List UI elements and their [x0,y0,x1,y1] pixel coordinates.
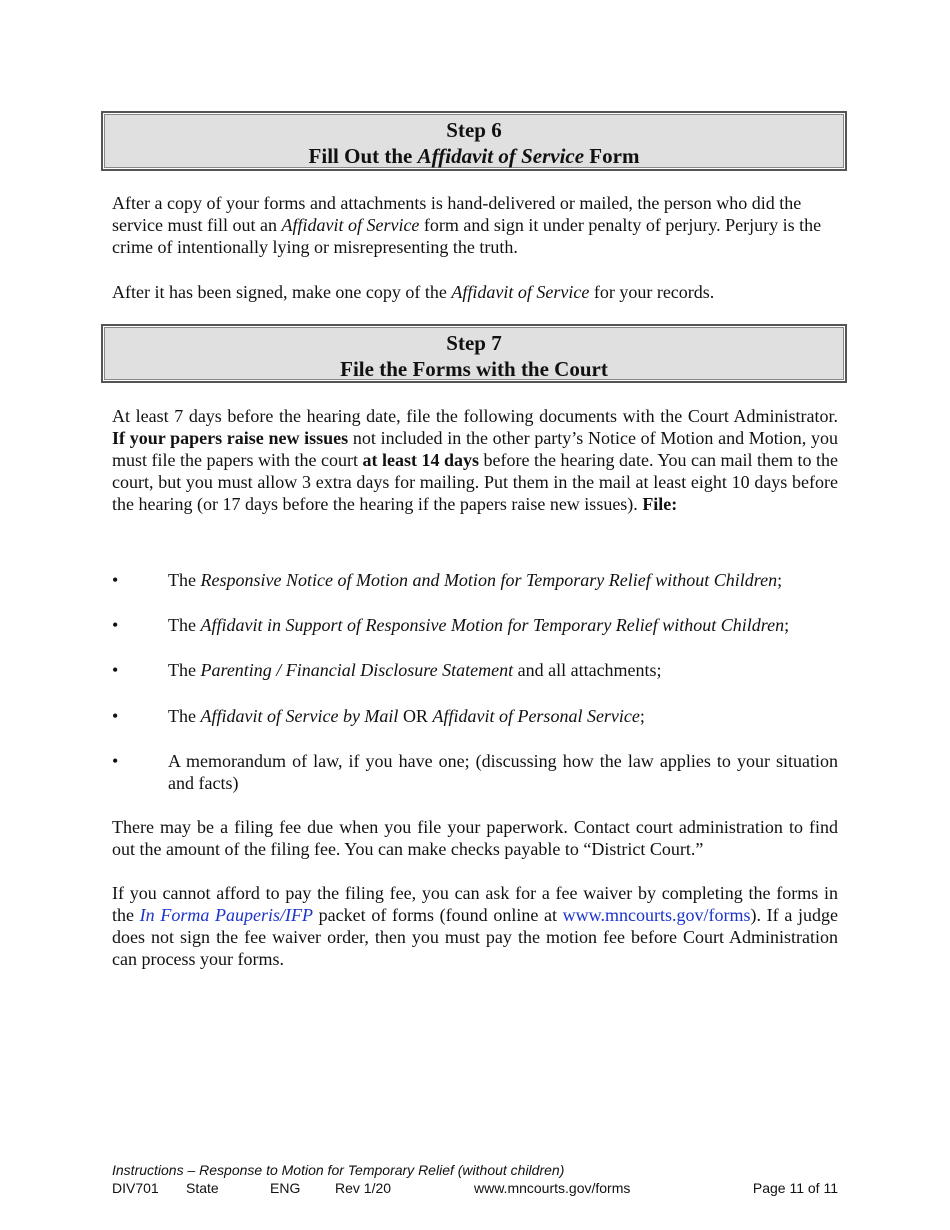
bullet-icon: • [112,570,119,590]
footer-state: State [186,1180,219,1196]
mncourts-forms-link[interactable]: www.mncourts.gov/forms [562,905,751,925]
step7-title: File the Forms with the Court [340,357,608,381]
footer-meta [112,1180,838,1197]
bullet-icon: • [112,751,119,771]
footer-form-code: DIV701 [112,1180,159,1196]
footer-url: www.mncourts.gov/forms [474,1180,631,1196]
bullet-icon: • [112,706,119,726]
step7-paragraph: At least 7 days before the hearing date, file the following documents with the Court Administrator. If your papers raise new issues not included in the other party’s Notice of Motion and Motion, you must file the papers with the court at least 14 days before the hearing date. You can mail them to the court, but you must allow 3 extra days for mailing. Put them in the mail at least eight 10 days before the hearing (or 17 days before the hearing if the papers raise new issues). File: [112,406,839,514]
footer-title: Instructions – Response to Motion for Temporary Relief (without children) [112,1162,565,1178]
footer-page-number: Page 11 of 11 [752,1180,838,1196]
step6-number: Step 6 [446,118,502,142]
footer-language: ENG [270,1180,301,1196]
fee-paragraph-2: If you cannot afford to pay the filing fee, you can ask for a fee waiver by completing the forms in the In Forma Pauperis/IFP packet of forms (found online at www.mncourts.gov/forms). If a judge does not sign the fee waiver order, then you must pay the motion fee before Court Administration can process your forms. [112,883,838,969]
step7-header [101,324,847,383]
document-page: Step 6 Fill Out the Affidavit of Service Form After a copy of your forms and attachments is hand-delivered or mailed, the person who did the service must fill out an Affidavit of Service form and sign it under penalty of perjury. Perjury is the crime of intentionally lying or misrepresenting the truth. After it has been signed, make one copy of the Affidavit of Service for your records. Step 7 File the Forms with the Court At least 7 days before the hearing date, file the following documents with the Court Administrator. If your papers raise new issues not included in the other party’s Notice of Motion and Motion, you must file the papers with the court at least 14 days before the hearing date. You can mail them to the court, but you must allow 3 extra days for mailing. Put them in the mail at least eight 10 days before the hearing (or 17 days before the hearing if the papers raise new issues). File: • The Responsive Notice of Motion and Motion for Temporary Relief without Children; • The Affidavit in Support of Responsive Motion for Temporary Relief without Children; • The Parenting / Financial Disclosure Statement and all attachments; • The Affidavit of Service by Mail OR Affidavit of Personal Service; • A memorandum of law, if you have one; (discussing how the law applies to your situation and facts) There may be a filing fee due when you file your paperwork. Contact court administration to find out the amount of the filing fee. You can make checks payable to “District Court.” If you cannot afford to pay the filing fee, you can ask for a fee waiver by completing the forms in the In Forma Pauperis/IFP packet of forms (found online at www.mncourts.gov/forms). If a judge does not sign the fee waiver order, then you must pay the motion fee before Court Administration can process your forms. Instructions – Response to Motion for Temporary Relief (without children) DIV701 State ENG Rev 1/20 www.mncourts.gov/forms Page 11 of 11 [0,0,950,1230]
footer-revision: Rev 1/20 [335,1180,392,1196]
bullet-icon: • [112,660,119,680]
step6-paragraph-2: After it has been signed, make one copy of the Affidavit of Service for your records. [112,282,715,302]
step6-title: Fill Out the Affidavit of Service Form [308,144,640,168]
step7-number: Step 7 [446,331,502,355]
ifp-link[interactable]: In Forma Pauperis/IFP [139,905,313,925]
step6-paragraph-1: After a copy of your forms and attachments is hand-delivered or mailed, the person who did the service must fill out an Affidavit of Service form and sign it under penalty of perjury. Perjury is the crime of intentionally lying or misrepresenting the truth. [112,193,822,257]
step6-header [101,111,847,171]
fee-paragraph-1: There may be a filing fee due when you file your paperwork. Contact court administration to find out the amount of the filing fee. You can make checks payable to “District Court.” [112,817,838,859]
bullet-icon: • [112,615,119,635]
